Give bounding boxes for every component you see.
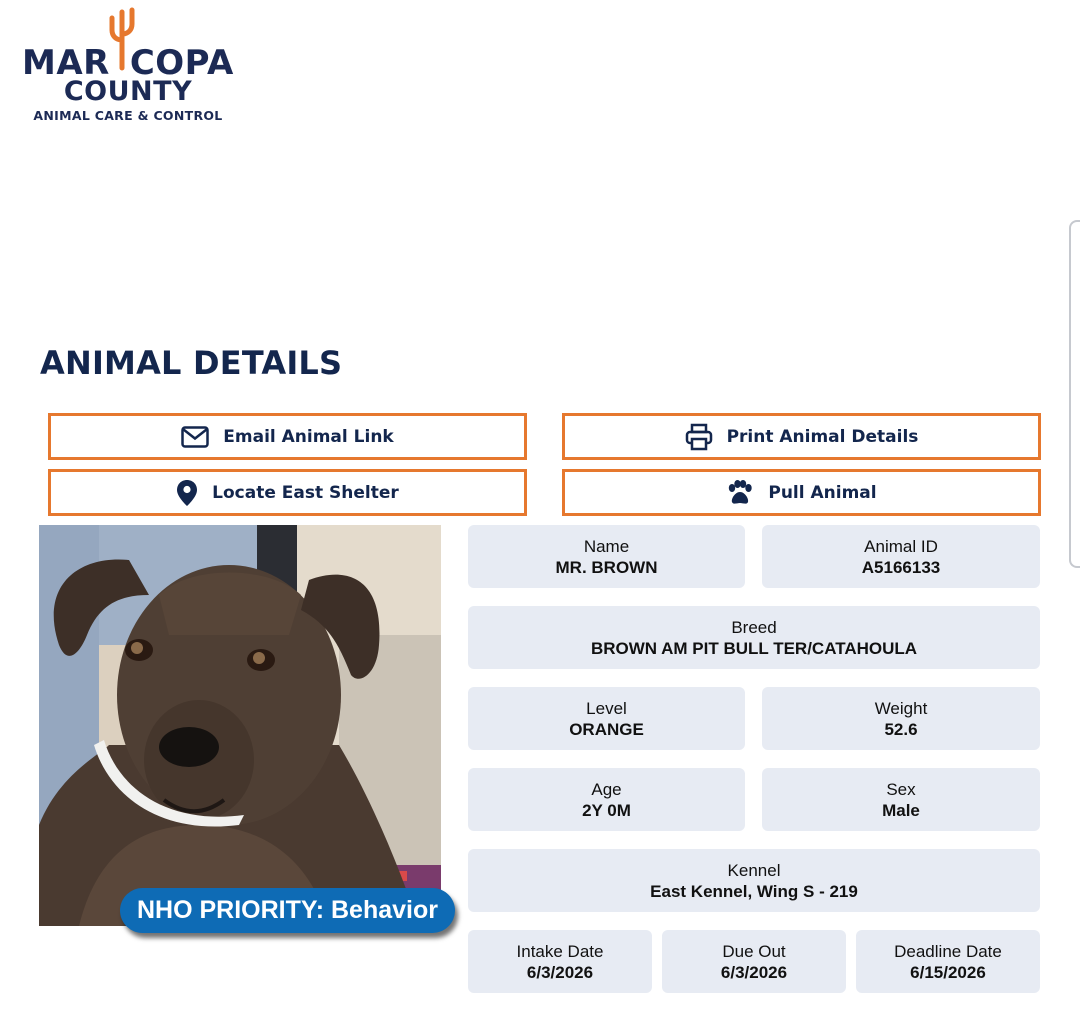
logo-text-line2: COUNTY <box>63 76 193 107</box>
pull-animal-label: Pull Animal <box>768 482 877 503</box>
sex-card <box>762 768 1040 831</box>
breed-card <box>468 606 1040 669</box>
level-label: Level <box>586 698 627 718</box>
maricopa-county-logo[interactable] <box>22 6 242 126</box>
animal-id-value: A5166133 <box>861 557 941 577</box>
priority-badge: NHO PRIORITY: Behavior <box>120 888 455 933</box>
kennel-card <box>468 849 1040 912</box>
level-card <box>468 687 745 750</box>
print-animal-details-label: Print Animal Details <box>726 426 919 447</box>
sex-value: Male <box>882 800 920 820</box>
sex-label: Sex <box>886 779 916 799</box>
page-title: ANIMAL DETAILS <box>40 344 343 382</box>
email-animal-link-button[interactable] <box>48 413 527 460</box>
breed-value: BROWN AM PIT BULL TER/CATAHOULA <box>590 638 918 658</box>
weight-label: Weight <box>874 698 928 718</box>
name-card <box>468 525 745 588</box>
animal-id-label: Animal ID <box>864 536 938 556</box>
age-card <box>468 768 745 831</box>
pull-animal-button[interactable] <box>562 469 1041 516</box>
level-value: ORANGE <box>569 719 644 739</box>
weight-value: 52.6 <box>884 719 918 739</box>
deadline-date-card <box>856 930 1040 993</box>
name-label: Name <box>583 536 630 556</box>
breed-label: Breed <box>731 617 777 637</box>
due-out-card <box>662 930 846 993</box>
locate-east-shelter-label: Locate East Shelter <box>212 482 399 503</box>
email-animal-link-label: Email Animal Link <box>223 426 394 447</box>
logo-text-line1: MAR COPA <box>22 43 234 83</box>
locate-east-shelter-button[interactable] <box>48 469 527 516</box>
printer-icon <box>685 423 713 451</box>
envelope-icon <box>181 426 209 448</box>
animal-id-card <box>762 525 1040 588</box>
intake-date-value: 6/3/2026 <box>526 962 594 982</box>
due-out-value: 6/3/2026 <box>720 962 788 982</box>
scrollbar[interactable] <box>1069 220 1080 568</box>
deadline-date-label: Deadline Date <box>894 941 1002 961</box>
map-pin-icon <box>176 479 198 507</box>
logo-text-line3: ANIMAL CARE & CONTROL <box>33 108 223 123</box>
paw-icon <box>726 480 754 506</box>
animal-photo <box>39 525 441 926</box>
name-value: MR. BROWN <box>555 557 658 577</box>
print-animal-details-button[interactable] <box>562 413 1041 460</box>
due-out-label: Due Out <box>722 941 786 961</box>
kennel-value: East Kennel, Wing S - 219 <box>650 881 858 901</box>
weight-card <box>762 687 1040 750</box>
deadline-date-value: 6/15/2026 <box>910 962 986 982</box>
age-label: Age <box>591 779 622 799</box>
kennel-label: Kennel <box>727 860 781 880</box>
age-value: 2Y 0M <box>582 800 631 820</box>
intake-date-label: Intake Date <box>516 941 604 961</box>
intake-date-card <box>468 930 652 993</box>
